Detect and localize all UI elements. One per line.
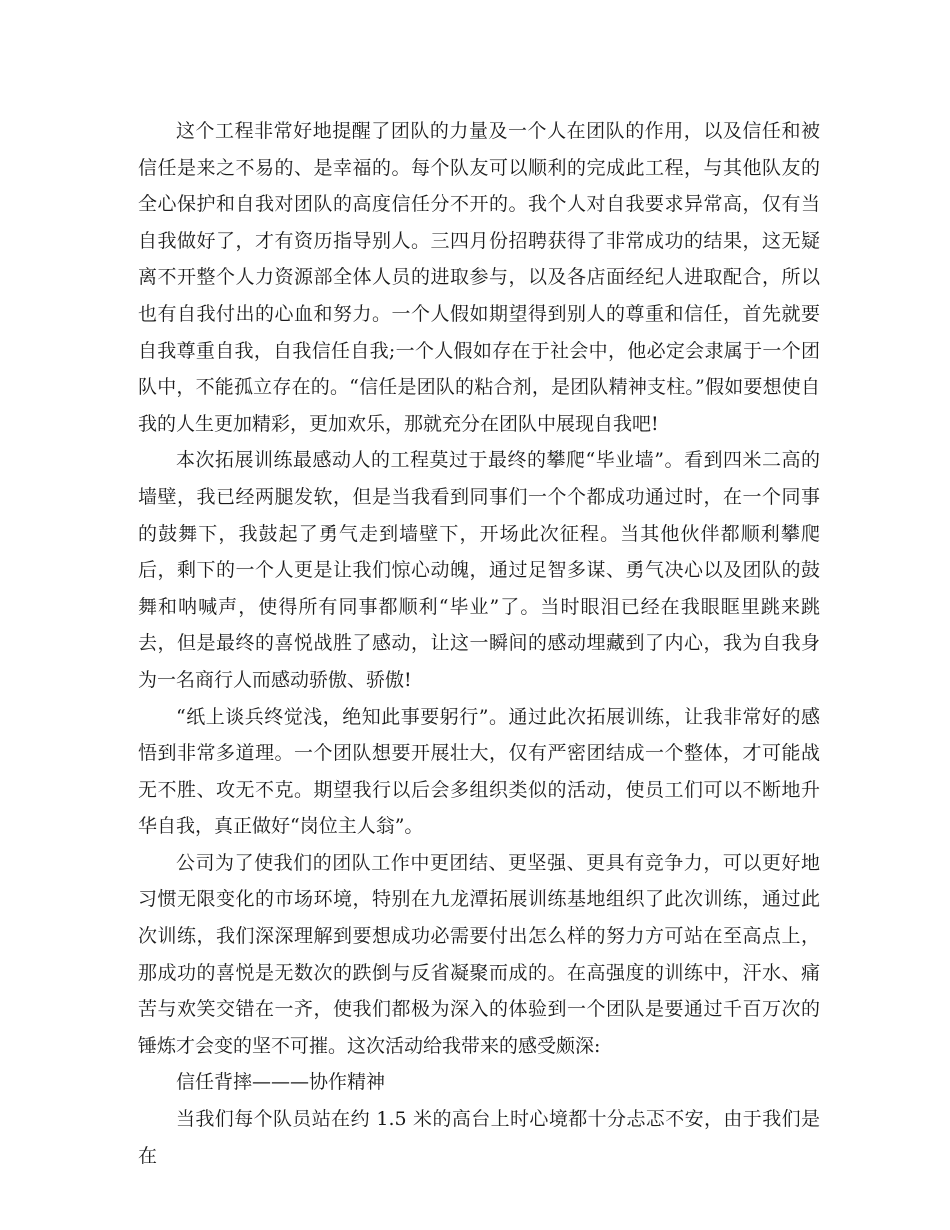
paragraph-2: 本次拓展训练最感动人的工程莫过于最终的攀爬“毕业墙”。看到四米二高的墙壁，我已经两腿发软，但是当我看到同事们一个个都成功通过时，在一个同事的鼓舞下，我鼓起了勇气走到墙壁下，开场此次征程。当其他伙伴都顺利攀爬后，剩下的一个人更是让我们惊心动魄，通过足智多谋、勇气决心以及团队的鼓舞和呐喊声，使得所有同事都顺利“毕业”了。当时眼泪已经在我眼眶里跳来跳去，但是最终的喜悦战胜了感动，让这一瞬间的感动埋藏到了内心，我为自我身为一名商行人而感动骄傲、骄傲! (138, 449, 820, 691)
paragraph-5: 当我们每个队员站在约 1.5 米的高台上时心境都十分忐忑不安，由于我们是在 (138, 1108, 820, 1167)
paragraph-1: 这个工程非常好地提醒了团队的力量及一个人在团队的作用，以及信任和被信任是来之不易的、是幸福的。每个队友可以顺利的完成此工程，与其他队友的全心保护和自我对团队的高度信任分不开的。我个人对自我要求异常高，仅有当自我做好了，才有资历指导别人。三四月份招聘获得了非常成功的结果，这无疑离不开整个人力资源部全体人员的进取参与，以及各店面经纪人进取配合，所以也有自我付出的心血和努力。一个人假如期望得到别人的尊重和信任，首先就要自我尊重自我，自我信任自我;一个人假如存在于社会中，他必定会隶属于一个团队中，不能孤立存在的。“信任是团队的粘合剂，是团队精神支柱。”假如要想使自我的人生更加精彩，更加欢乐，那就充分在团队中展现自我吧! (138, 120, 820, 435)
paragraph-3: “纸上谈兵终觉浅，绝知此事要躬行”。通过此次拓展训练，让我非常好的感悟到非常多道理。一个团队想要开展壮大，仅有严密团结成一个整体，才可能战无不胜、攻无不克。期望我行以后会多组织类似的活动，使员工们可以不断地升华自我，真正做好“岗位主人翁”。 (138, 705, 820, 838)
paragraph-4: 公司为了使我们的团队工作中更团结、更坚强、更具有竞争力，可以更好地习惯无限变化的市场环境，特别在九龙潭拓展训练基地组织了此次训练，通过此次训练，我们深深理解到要想成功必需要付出怎么样的努力方可站在至高点上，那成功的喜悦是无数次的跌倒与反省凝聚而成的。在高强度的训练中，汗水、痛苦与欢笑交错在一齐，使我们都极为深入的体验到一个团队是要通过千百万次的锤炼才会变的坚不可摧。这次活动给我带来的感受颇深: (138, 851, 820, 1057)
document-body (138, 113, 820, 1174)
section-heading: 信任背摔———协作精神 (176, 1071, 386, 1094)
